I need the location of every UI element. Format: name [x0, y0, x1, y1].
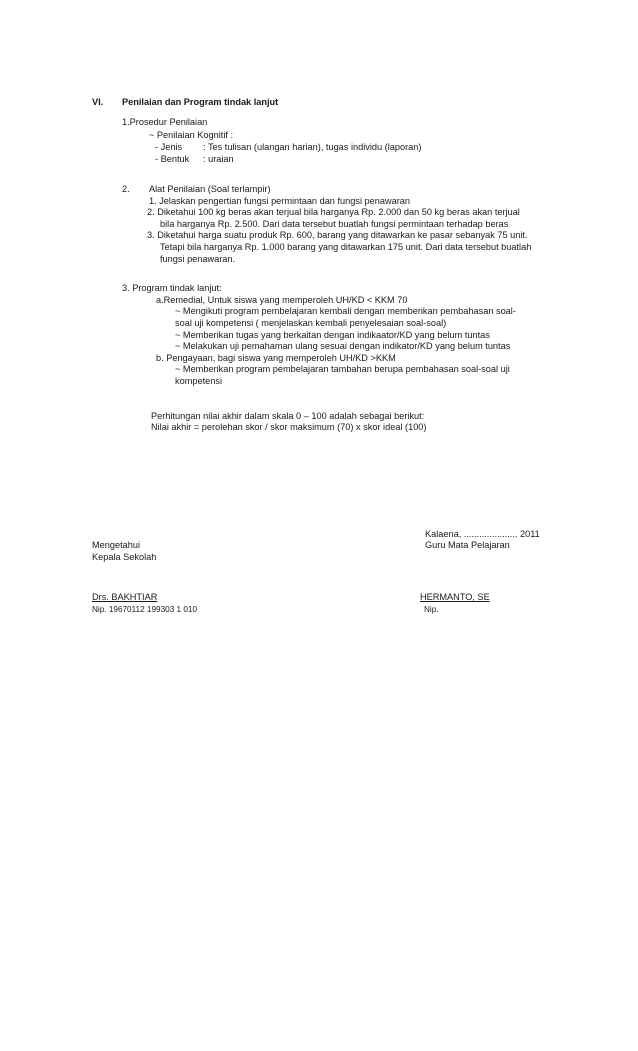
remedial-item-1-line-1: ~ Mengikuti program pembelajaran kembali dengan memberikan pembahasan soal- [175, 306, 516, 316]
section-title: Penilaian dan Program tindak lanjut [122, 97, 279, 107]
place-date: Kalaena, ..................... 2011 [425, 529, 540, 539]
remedial-item-3: ~ Melakukan uji pemahaman ulang sesuai dengan indikator/KD yang belum tuntas [175, 341, 511, 351]
right-signer-nip: Nip. [424, 605, 439, 614]
bentuk-label: - Bentuk [155, 154, 190, 164]
left-role-2: Kepala Sekolah [92, 552, 157, 562]
pengayaan-heading: b. Pengayaan, bagi siswa yang memperoleh UH/KD >KKM [156, 353, 396, 363]
bentuk-value: : uraian [203, 154, 234, 164]
right-signer-name: HERMANTO, SE [420, 592, 490, 602]
left-signer-name: Drs. BAKHTIAR [92, 592, 158, 602]
alat-heading: Alat Penilaian (Soal terlampir) [149, 184, 271, 194]
kognitif-label: ~ Penilaian Kognitif : [149, 130, 234, 140]
section-number: VI. [92, 97, 104, 107]
jenis-value: : Tes tulisan (ulangan harian), tugas individu (laporan) [203, 142, 422, 152]
tindak-lanjut-heading: 3. Program tindak lanjut: [122, 283, 222, 293]
perhitungan-line-2: Nilai akhir = perolehan skor / skor maksimum (70) x skor ideal (100) [151, 422, 427, 432]
pengayaan-item-1-line-2: kompetensi [175, 376, 222, 386]
remedial-item-2: ~ Memberikan tugas yang berkaitan dengan indikaator/KD yang belum tuntas [175, 330, 490, 340]
left-role-1: Mengetahui [92, 540, 141, 550]
pengayaan-item-1-line-1: ~ Memberikan program pembelajaran tambahan berupa pembahasan soal-soal uji [175, 364, 510, 374]
question-1: 1. Jelaskan pengertian fungsi permintaan dan fungsi penawaran [149, 196, 411, 206]
question-3-line-3: fungsi penawaran. [160, 254, 236, 264]
question-2-line-1: 2. Diketahui 100 kg beras akan terjual bila harganya Rp. 2.000 dan 50 kg beras akan terjual [147, 207, 520, 217]
remedial-heading: a.Remedial, Untuk siswa yang memperoleh UH/KD < KKM 70 [156, 295, 408, 305]
question-3-line-1: 3. Diketahui harga suatu produk Rp. 600, barang yang ditawarkan ke pasar sebanyak 75 unit. [147, 230, 528, 240]
question-2-line-2: bila harganya Rp. 2.500. Dari data tersebut buatlah fungsi permintaan terhadap beras [160, 219, 509, 229]
prosedur-heading: 1.Prosedur Penilaian [122, 117, 208, 127]
left-signer-nip: Nip. 19670112 199303 1 010 [92, 605, 198, 614]
remedial-item-1-line-2: soal uji kompetensi ( menjelaskan kembali penyelesaian soal-soal) [175, 318, 447, 328]
right-role: Guru Mata Pelajaran [425, 540, 510, 550]
alat-number: 2. [122, 184, 130, 194]
question-3-line-2: Tetapi bila harganya Rp. 1.000 barang yang ditawarkan 175 unit. Dari data tersebut buatlah [160, 242, 532, 252]
jenis-label: - Jenis [155, 142, 183, 152]
perhitungan-line-1: Perhitungan nilai akhir dalam skala 0 – 100 adalah sebagai berikut: [151, 411, 425, 421]
